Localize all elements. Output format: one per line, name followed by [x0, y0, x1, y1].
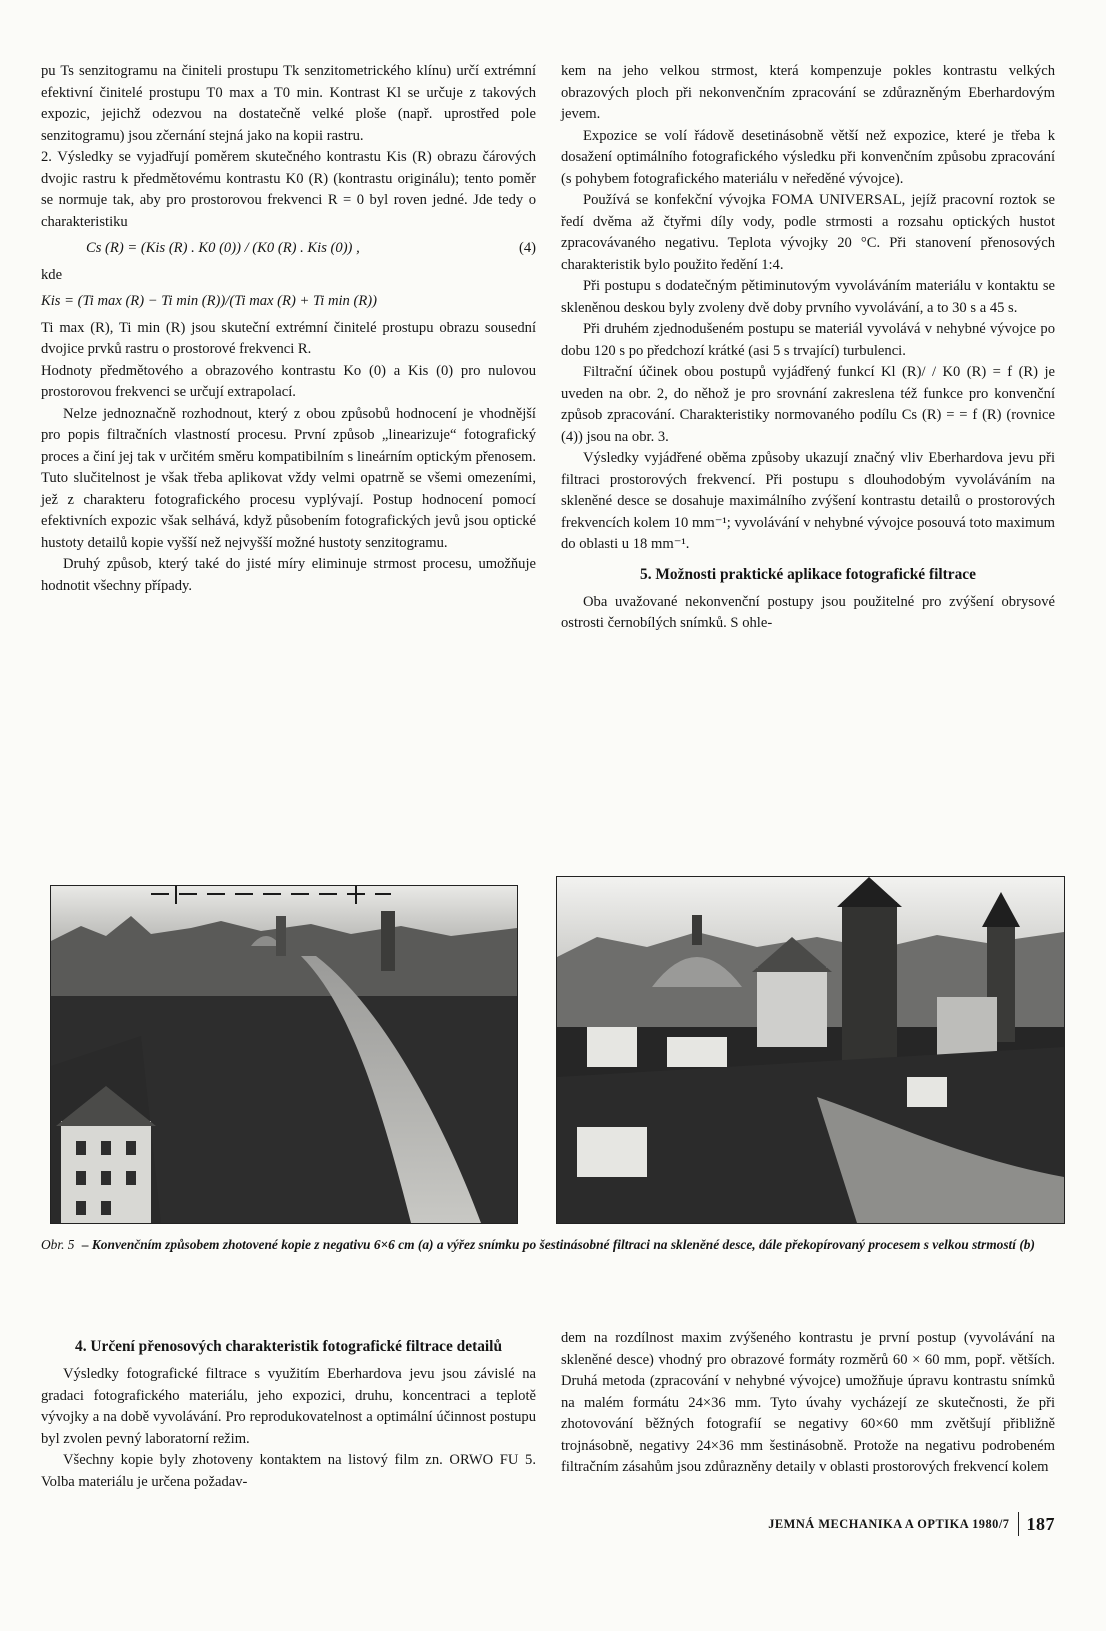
journal-title: JEMNÁ MECHANIKA A OPTIKA 1980/7 — [768, 1516, 1010, 1531]
paragraph: dem na rozdílnost maxim zvýšeného kontrastu je první postup (vyvolávání na skleněné desce) vhodný pro obrazové formáty rozměrů 60 × 60 mm, popř. větších. Druhá metoda (zpracování v nehybné vývojce) umožňuje úpravu kontrastu snímků na malém formátu 24×36 mm. Tyto úvahy vycházejí ze skutečnosti, že při zhotovování běžných fotografií se negativy 60×60 mm zvětšují přibližně trojnásobně, negativy 24×36 mm šestinásobně. Protože na negativu podrobeném filtračním zásahům jsou zdůrazněny detaily v oblasti prostorových frekvencí kolem — [561, 1330, 1055, 1475]
figure-caption: Obr. 5 – Konvenčním způsobem zhotovené kopie z negativu 6×6 cm (a) a výřez snímku po šestinásobné filtraci na skleněné desce, dále překopírovaný procesem s velkou strmostí (b) — [41, 1237, 1035, 1252]
photo-b-image — [557, 877, 1064, 1223]
paragraph: Hodnoty předmětového a obrazového kontrastu Ko (0) a Kis (0) pro nulovou prostorovou frekvenci se určují extrapolací. — [41, 362, 536, 400]
paragraph: Při postupu s dodatečným pětiminutovým vyvoláváním materiálu v kontaktu se skleněnou deskou byly zvoleny dvě doby prvního vyvolávání, a to 30 s a 45 s. — [561, 278, 1055, 316]
paragraph: Nelze jednoznačně rozhodnout, který z obou způsobů hodnocení je vhodnější pro popis filtračních vlastností procesu. První způsob „linearizuje“ fotografický proces a činí jej tak v určitém směru kompatibilním s lineárním optickým přenosem. Tuto slučitelnost je však třeba aplikovat vždy velmi opatrně se všemi omezeními, jež z charakteru fotografického procesu vyplývají. Postup hodnocení pomocí efektivních expozic však selhává, když působením fotografických jevů jsou optické hustoty detailů kopie vyšší než nejvyšší možné hustoty senzitogramu. — [41, 405, 536, 551]
right-column — [561, 61, 1055, 635]
page-footer — [768, 1512, 1055, 1536]
paragraph: Oba uvažované nekonvenční postupy jsou použitelné pro zvýšení obrysové ostrosti černobílých snímků. S ohle- — [561, 593, 1055, 631]
figure-caption-text: Konvenčním způsobem zhotovené kopie z negativu 6×6 cm (a) a výřez snímku po šestinásobné filtraci na skleněné desce, dále překopírovaný procesem s velkou strmostí (b) — [91, 1237, 1035, 1252]
paragraph: Všechny kopie byly zhotoveny kontaktem na listový film zn. ORWO FU 5. Volba materiálu je určena požadav- — [41, 1452, 536, 1490]
equation-number: (4) — [518, 240, 536, 256]
section-heading-4: 4. Určení přenosových charakteristik fotografické filtrace detailů — [75, 1338, 502, 1355]
paragraph: pu Ts senzitogramu na činiteli prostupu Tk senzitometrického klínu) určí extrémní efektivní činitelé prostupu T0 max a T0 min. Kontrast Kl se určuje z takových expozic, jejichž odezvou na dostatečně velké ploše (např. uprostřed pole senzitogramu) jsou zčernání stejná jako na kopii rastru. — [41, 63, 536, 144]
paragraph: Výsledky fotografické filtrace s využitím Eberhardova jevu jsou závislé na gradaci fotografického materiálu, jeho expozici, druhu, koncentraci a teplotě vývojky a na době vyvolávání. Pro reprodukovatelnost a optimální účinnost postupu byl zvolen pevný laboratorní režim. — [41, 1366, 536, 1447]
photo-b-filtered-print — [556, 876, 1065, 1224]
footer-divider — [1018, 1512, 1019, 1536]
paragraph: Ti max (R), Ti min (R) jsou skuteční extrémní činitelé prostupu obrazu sousední dvojice prvků rastru o prostorové frekvenci R. — [41, 319, 536, 357]
paragraph: Výsledky vyjádřené oběma způsoby ukazují značný vliv Eberhardova jevu při filtraci prostorových frekvencí. Při postupu s dlouhodobým vyvoláváním na skleněné desce se dosahuje maximálního zvýšení kontrastu detailů o prostorových frekvencích kolem 10 mm⁻¹; vyvolávání v nehybné vývojce posouvá toto maximum do oblasti u 18 mm⁻¹. — [561, 450, 1055, 552]
paragraph: 2. Výsledky se vyjadřují poměrem skutečného kontrastu Kis (R) obrazu čárových dvojic rastru k předmětovému kontrastu K0 (R) (kontrastu originálu); tento poměr se normuje tak, aby pro prostorovou frekvenci R = 0 byl roven jedné. Jde tedy o charakteristiku — [41, 149, 536, 230]
paragraph: Při druhém zjednodušeném postupu se materiál vyvolává v nehybné vývojce po dobu 120 s po předchozí krátké (asi 5 s trvající) turbulenci. — [561, 321, 1055, 359]
figure-label: Obr. 5 — [41, 1237, 75, 1252]
equation-4 — [41, 233, 536, 265]
page-number: 187 — [1026, 1513, 1055, 1534]
paragraph: Druhý způsob, který také do jisté míry eliminuje strmost procesu, umožňuje hodnotit všechny případy. — [41, 556, 536, 594]
equation-body: Kis = (Ti max (R) − Ti min (R))/(Ti max (R) + Ti min (R)) — [41, 293, 377, 309]
section-heading-5: 5. Možnosti praktické aplikace fotografické filtrace — [640, 565, 976, 583]
bottom-left-column — [41, 1328, 536, 1493]
equation-body: Cs (R) = (Kis (R) . K0 (0)) / (K0 (R) . Kis (0)) , — [86, 240, 360, 256]
paragraph: kde — [41, 266, 63, 283]
left-column — [41, 61, 536, 597]
paragraph: kem na jeho velkou strmost, která kompenzuje pokles kontrastu velkých obrazových ploch při nekonvenčním zpracování se zdůrazněným Eberhardovým jevem. — [561, 63, 1055, 122]
bottom-right-column — [561, 1328, 1055, 1479]
paragraph: Expozice se volí řádově desetinásobně větší než expozice, které je třeba k dosažení optimálního fotografického výsledku při konvenčním způsobu zpracování (s pohybem fotografického materiálu v neředěné vývojce). — [561, 127, 1055, 187]
equation-kis — [41, 286, 536, 318]
paragraph: Používá se konfekční vývojka FOMA UNIVERSAL, jejíž pracovní roztok se ředí dvěma až čtyřmi díly vody, podle strmosti a rozsahu optických hustot zpracovávaného negativu. Teplota vývojky 20 °C. Při stanovení přenosových charakteristik bylo použito ředění 1:4. — [561, 192, 1055, 273]
photo-a-conventional-print — [50, 885, 518, 1224]
paragraph: Filtrační účinek obou postupů vyjádřený funkcí Kl (R)/ / K0 (R) = f (R) je uveden na obr. 2, do něhož je pro srovnání zakreslena též funkce pro konvenční způsob zpracování. Charakteristiky normovaného podílu Cs (R) = = f (R) (rovnice (4)) jsou na obr. 3. — [561, 364, 1055, 445]
photo-a-image — [51, 886, 517, 1223]
